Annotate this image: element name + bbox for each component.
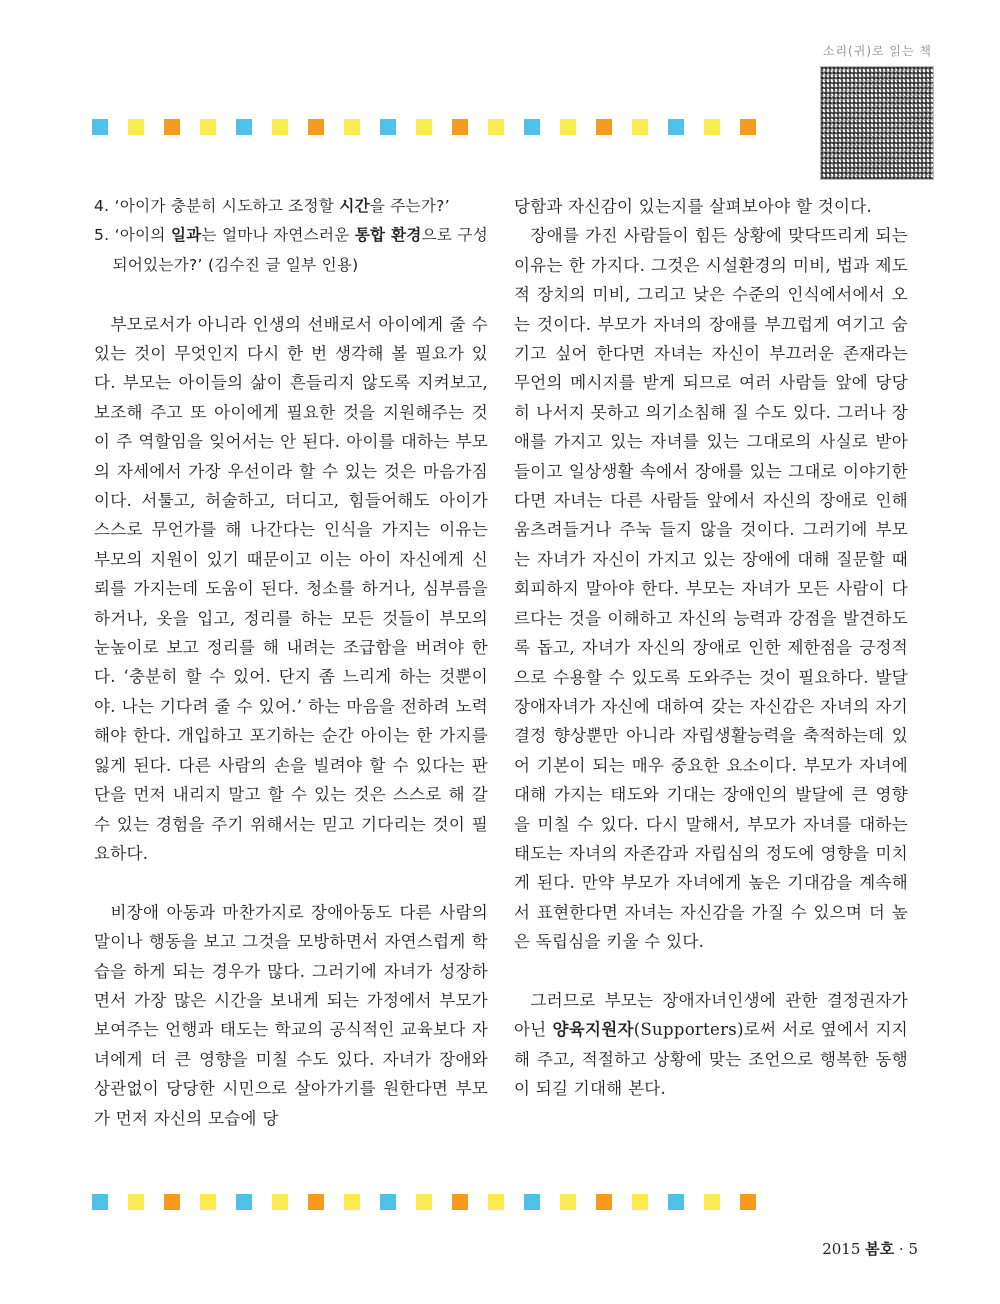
right-column	[514, 192, 908, 1104]
decorative-square	[308, 119, 324, 135]
page-footer: 2015 봄호 · 5	[822, 1240, 918, 1258]
decorative-square	[164, 1194, 180, 1210]
decorative-square	[704, 119, 720, 135]
decorative-square	[272, 1194, 288, 1210]
decorative-square	[524, 119, 540, 135]
paragraph-continued: 당함과 자신감이 있는지를 살펴보아야 할 것이다.	[514, 197, 873, 216]
decorative-square	[524, 1194, 540, 1210]
decorative-square	[344, 1194, 360, 1210]
paragraph: 부모로서가 아니라 인생의 선배로서 아이에게 줄 수 있는 것이 무엇인지 다시 한 번 생각해 볼 필요가 있다. 부모는 아이들의 삶이 흔들리지 않도록 지켜보고, 보조해 주고 또 아이에게 필요한 것을 지원해주는 것이 주 역할임을 잊어서는 안 된다. 아이를 대하는 부모의 자세에서 가장 우선이라 할 수 있는 것은 마음가짐이다. 서툴고, 허술하고, 더디고, 힘들어해도 아이가 스스로 무언가를 해 나간다는 인식을 가지는 이유는 부모의 지원이 있기 때문이고 이는 아이 자신에게 신뢰를 가지는데 도움이 된다. 청소를 하거나, 심부름을 하거나, 옷을 입고, 정리를 하는 모든 것들이 부모의 눈높이로 보고 정리를 해 내려는 조급함을 버려야 한다. ‘충분히 할 수 있어. 단지 좀 느리게 하는 것뿐이야. 나는 기다려 줄 수 있어.’ 하는 마음을 전하려 노력해야 한다. 개입하고 포기하는 순간 아이는 한 가지를 잃게 된다. 다른 사람의 손을 빌려야 할 수 있다는 판단을 먼저 내리지 말고 할 수 있는 것은 스스로 해 갈 수 있는 경험을 주기 위해서는 믿고 기다리는 것이 필요하다.	[94, 314, 488, 863]
decorative-square	[668, 1194, 684, 1210]
left-column	[94, 192, 488, 1133]
decorative-square	[596, 1194, 612, 1210]
decorative-square	[452, 1194, 468, 1210]
decorative-square	[452, 119, 468, 135]
list-item-5: 5. ‘아이의 일과는 얼마나 자연스러운 통합 환경으로 구성되어있는가?’ (김수진 글 일부 인용)	[94, 226, 489, 274]
decorative-square	[344, 119, 360, 135]
decorative-square	[560, 1194, 576, 1210]
paragraph: 장애를 가진 사람들이 힘든 상황에 맞닥뜨리게 되는 이유는 한 가지다. 그것은 시설환경의 미비, 법과 제도적 장치의 미비, 그리고 낮은 수준의 인식에서에서 오는 것이다. 부모가 자녀의 장애를 부끄럽게 여기고 숨기고 싶어 한다면 자녀는 자신이 부끄러운 존재라는 무언의 메시지를 받게 되므로 여러 사람들 앞에 당당히 나서지 못하고 의기소침해 질 수도 있다. 그러나 장애를 가지고 있는 자녀를 있는 그대로의 사실로 받아들이고 일상생활 속에서 장애를 있는 그대로 이야기한다면 자녀는 다른 사람들 앞에서 자신의 장애로 인해 움츠려들거나 주눅 들지 않을 것이다. 그러기에 부모는 자녀가 자신이 가지고 있는 장애에 대해 질문할 때 회피하지 말아야 한다. 부모는 자녀가 모든 사람이 다르다는 것을 이해하고 자신의 능력과 강점을 발견하도록 돕고, 자녀가 자신의 장애로 인한 제한점을 긍정적으로 수용할 수 있도록 도와주는 것이 필요하다. 발달장애자녀가 자신에 대하여 갖는 자신감은 자녀의 자기결정 향상뿐만 아니라 자립생활능력을 축적하는데 있어 기본이 되는 매우 중요한 요소이다. 부모가 자녀에 대해 가지는 태도와 기대는 장애인의 발달에 큰 영향을 미칠 수 있다. 다시 말해서, 부모가 자녀를 대하는 태도는 자녀의 자존감과 자립심의 정도에 영향을 미치게 된다. 만약 부모가 자녀에게 높은 기대감을 계속해서 표현한다면 자녀는 자신감을 가질 수 있으며 더 높은 독립심을 키울 수 있다.	[514, 226, 908, 952]
decorative-square	[416, 119, 432, 135]
decorative-square	[128, 119, 144, 135]
decorative-dots-bottom	[92, 1194, 756, 1210]
decorative-square	[704, 1194, 720, 1210]
qr-code	[820, 66, 934, 180]
decorative-square	[236, 119, 252, 135]
decorative-square	[488, 1194, 504, 1210]
decorative-square	[92, 119, 108, 135]
decorative-square	[164, 119, 180, 135]
decorative-square	[416, 1194, 432, 1210]
decorative-dots-top	[92, 119, 756, 135]
section-label: 소리(귀)로 읽는 책	[822, 44, 932, 58]
decorative-square	[740, 1194, 756, 1210]
decorative-square	[308, 1194, 324, 1210]
decorative-square	[632, 1194, 648, 1210]
list-item-4: 4. ‘아이가 충분히 시도하고 조정할 시간을 주는가?’	[94, 197, 450, 215]
decorative-square	[668, 119, 684, 135]
decorative-square	[740, 119, 756, 135]
decorative-square	[200, 1194, 216, 1210]
paragraph: 비장애 아동과 마찬가지로 장애아동도 다른 사람의 말이나 행동을 보고 그것을 모방하면서 자연스럽게 학습을 하게 되는 경우가 많다. 그러기에 자녀가 성장하면서 가장 많은 시간을 보내게 되는 가정에서 부모가 보여주는 언행과 태도는 학교의 공식적인 교육보다 자녀에게 더 큰 영향을 미칠 수도 있다. 자녀가 장애와 상관없이 당당한 시민으로 살아가기를 원한다면 부모가 먼저 자신의 모습에 당	[94, 902, 488, 1128]
paragraph: 그러므로 부모는 장애자녀인생에 관한 결정권자가 아닌 양육지원자(Supporters)로써 서로 옆에서 지지해 주고, 적절하고 상황에 맞는 조언으로 행복한 동행이 되길 기대해 본다.	[514, 990, 908, 1099]
decorative-square	[92, 1194, 108, 1210]
decorative-square	[632, 119, 648, 135]
decorative-square	[200, 119, 216, 135]
decorative-square	[272, 119, 288, 135]
decorative-square	[236, 1194, 252, 1210]
decorative-square	[380, 1194, 396, 1210]
decorative-square	[560, 119, 576, 135]
decorative-square	[488, 119, 504, 135]
decorative-square	[596, 119, 612, 135]
decorative-square	[128, 1194, 144, 1210]
decorative-square	[380, 119, 396, 135]
